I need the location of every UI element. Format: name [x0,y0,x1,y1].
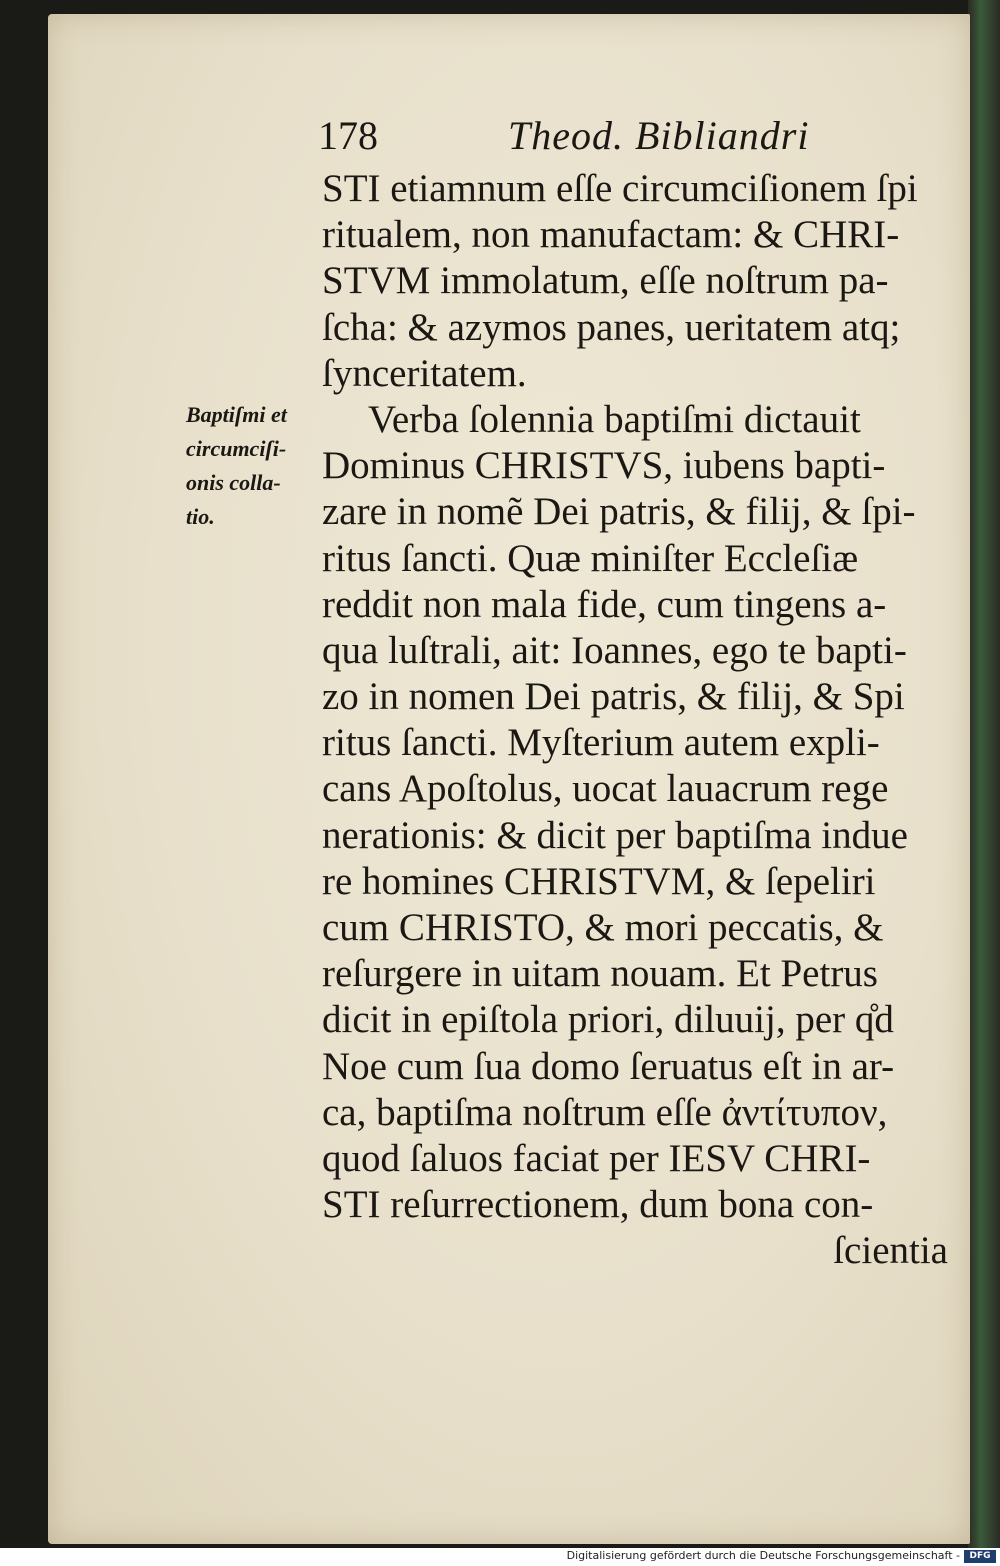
text-line: reſurgere in uitam nouam. Et Petrus [322,952,878,996]
text-line: dicit in epiſtola priori, diluuij, per q̊d [322,998,894,1042]
text-line: ritus ſancti. Quæ miniſter Eccleſiæ [322,536,859,580]
text-line: ſcha: & azymos panes, ueritatem atq; [322,305,901,349]
page-header [318,112,958,162]
margin-note-line: onis colla- [186,470,281,495]
text-line: zare in nomẽ Dei patris, & filij, & ſpi- [322,490,916,534]
running-head: Theod. Bibliandri [508,113,810,158]
text-line: STI etiamnum eſſe circumciſionem ſpi [322,167,918,210]
text-line: cans Apoſtolus, uocat lauacrum rege [322,767,889,811]
text-line: zo in nomen Dei patris, & filij, & Spi [322,675,905,719]
margin-note-line: tio. [186,504,215,529]
text-line: ſynceritatem. [322,351,527,395]
margin-note-line: circumciſi- [186,436,287,461]
text-line: nerationis: & dicit per baptiſma indue [322,813,908,857]
text-line: re homines CHRISTVM, & ſepeliri [322,859,876,903]
text-line: Dominus CHRISTVS, iubens bapti- [322,444,886,488]
text-line: Noe cum ſua domo ſeruatus eſt in ar- [322,1044,895,1088]
footer-bar [0,1548,1000,1566]
text-line: Verba ſolennia baptiſmi dictauit [368,397,861,441]
page-number: 178 [318,113,378,158]
body-text [322,166,948,1275]
text-line: reddit non mala fide, cum tingens a- [322,582,887,626]
text-line: cum CHRISTO, & mori peccatis, & [322,906,884,949]
book-edge [968,0,1000,1548]
dfg-logo: DFG [964,1550,996,1563]
text-line: STVM immolatum, eſſe noſtrum pa- [322,259,889,303]
text-line: ritus ſancti. Myſterium autem expli- [322,721,880,765]
text-line: qua luſtrali, ait: Ioannes, ego te bapti- [322,628,907,672]
text-line: quod ſaluos faciat per IESV CHRI- [322,1136,871,1180]
catchword: ſcientia [833,1229,948,1273]
text-line: STI reſurrectionem, dum bona con- [322,1183,874,1227]
funding-notice: Digitalisierung gefördert durch die Deutsche Forschungsgemeinschaft - [566,1549,960,1562]
text-line: ca, baptiſma noſtrum eſſe ἀντίτυπον, [322,1090,888,1134]
text-line: ritualem, non manufactam: & CHRI- [322,213,900,257]
margin-note [186,398,318,534]
margin-note-line: Baptiſmi et [186,402,287,427]
